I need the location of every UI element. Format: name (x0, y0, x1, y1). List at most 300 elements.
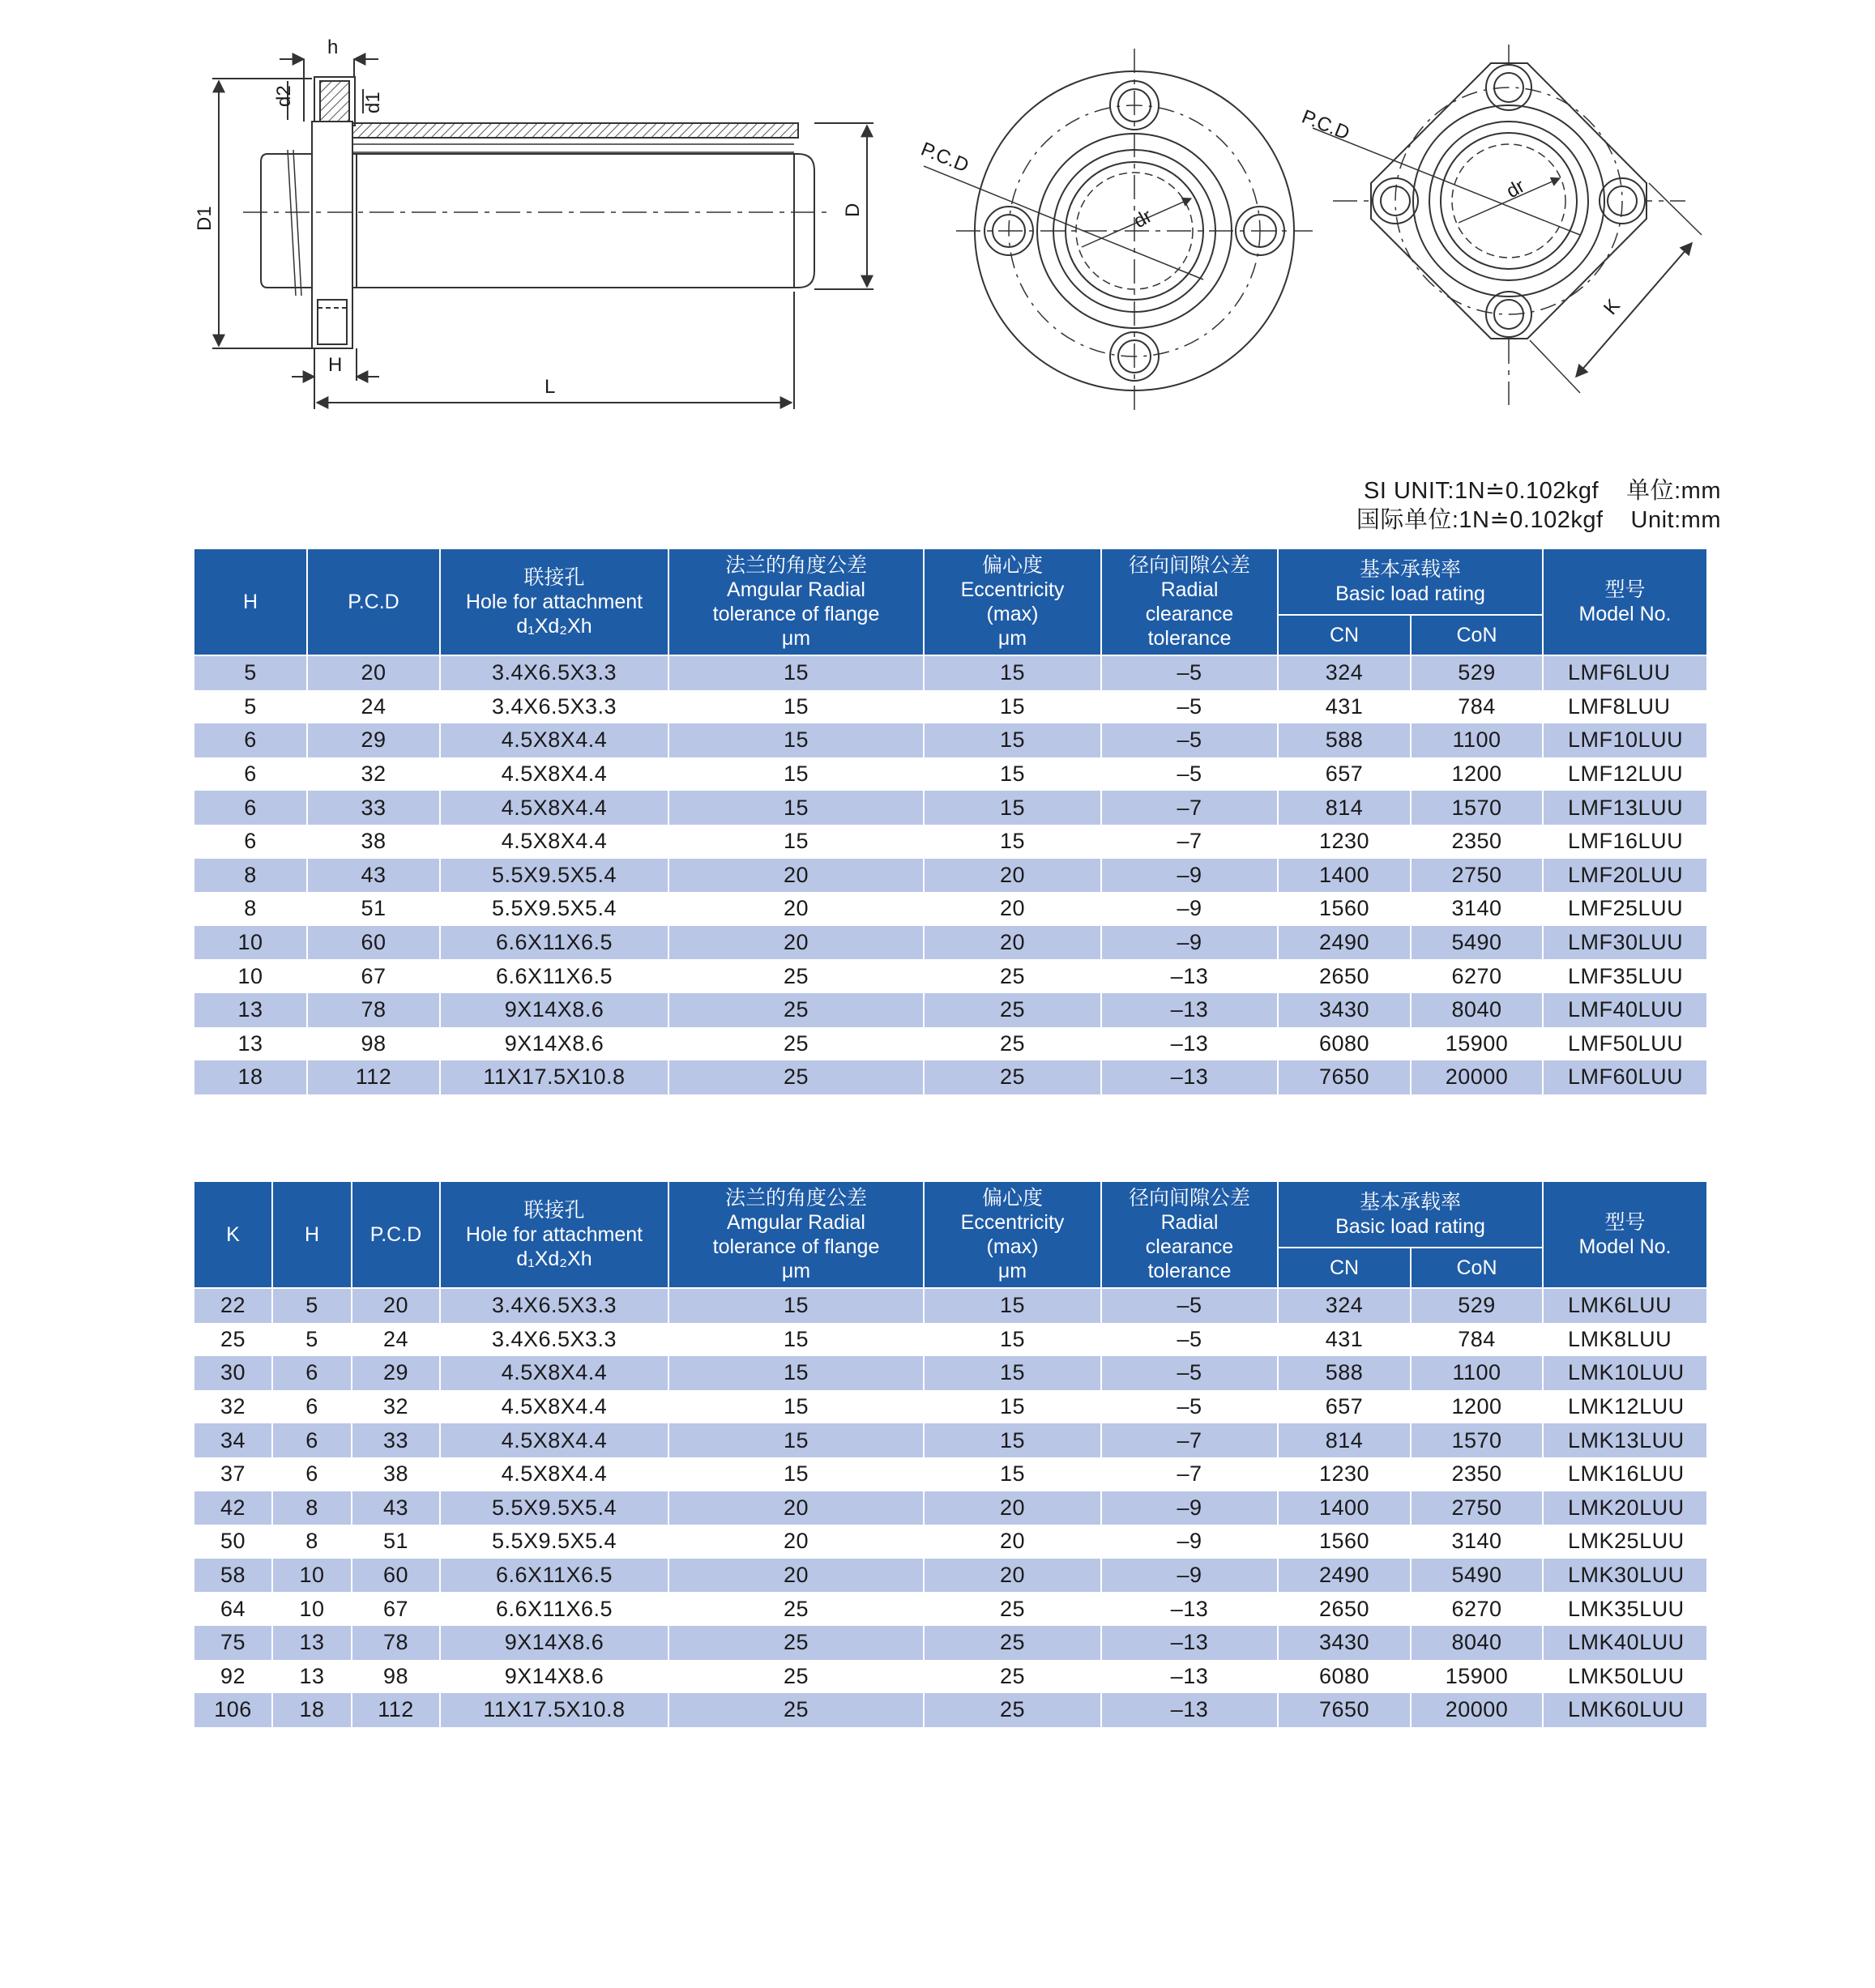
cell-model: LMF35LUU (1543, 959, 1707, 993)
cell-ecc: 15 (924, 1423, 1101, 1457)
cell-angular: 15 (668, 1323, 924, 1357)
cell-con: 2350 (1411, 825, 1543, 859)
col-load (1278, 1181, 1543, 1248)
cell-con: 2350 (1411, 1457, 1543, 1491)
cell-ecc: 25 (924, 1592, 1101, 1626)
cell-radial: –5 (1101, 655, 1278, 690)
lmk-table-body (194, 1288, 1707, 1727)
cell-con: 6270 (1411, 959, 1543, 993)
table-row (194, 1660, 1707, 1694)
round-flange-drawing (918, 49, 1313, 413)
cell-h: 6 (194, 791, 307, 825)
cell-k: 25 (194, 1323, 272, 1357)
ecc-en: Eccentricity (960, 1211, 1065, 1234)
col-hole (440, 548, 668, 655)
cell-con: 2750 (1411, 1491, 1543, 1525)
cell-pcd: 67 (307, 959, 440, 993)
cell-con: 8040 (1411, 1626, 1543, 1660)
cell-angular: 15 (668, 723, 924, 757)
col-model (1543, 1181, 1707, 1288)
table-row (194, 1626, 1707, 1660)
cell-k: 58 (194, 1559, 272, 1593)
cell-pcd: 38 (352, 1457, 440, 1491)
table-row (194, 1457, 1707, 1491)
col-pcd: P.C.D (307, 548, 440, 655)
cell-h: 5 (272, 1323, 352, 1357)
cell-ecc: 15 (924, 1457, 1101, 1491)
cell-h: 10 (272, 1559, 352, 1593)
radial-en3: tolerance (1147, 627, 1232, 650)
radial-en1: Radial (1160, 1211, 1219, 1234)
cell-angular: 20 (668, 1559, 924, 1593)
cell-cn: 324 (1278, 655, 1411, 690)
cell-pcd: 33 (307, 791, 440, 825)
cell-angular: 15 (668, 1288, 924, 1323)
cell-pcd: 78 (307, 993, 440, 1027)
col-model (1543, 548, 1707, 655)
cell-model: LMK10LUU (1543, 1356, 1707, 1390)
ecc-en: Eccentricity (960, 578, 1065, 601)
table-row (194, 1027, 1707, 1061)
cell-model: LMF30LUU (1543, 926, 1707, 960)
cell-model: LMF12LUU (1543, 757, 1707, 791)
cell-model: LMF25LUU (1543, 892, 1707, 926)
unit-note (1356, 476, 1721, 535)
cell-radial: –9 (1101, 1559, 1278, 1593)
cell-con: 1200 (1411, 757, 1543, 791)
cell-angular: 25 (668, 1060, 924, 1094)
table-row (194, 655, 1707, 690)
cell-radial: –7 (1101, 1457, 1278, 1491)
hole-en: Hole for attachment (465, 591, 643, 613)
cell-k: 30 (194, 1356, 272, 1390)
radial-cn: 径向间隙公差 (1128, 554, 1250, 577)
cell-con: 1200 (1411, 1390, 1543, 1424)
cell-k: 37 (194, 1457, 272, 1491)
radial-cn: 径向间隙公差 (1128, 1187, 1250, 1209)
angular-unit: μm (781, 1260, 811, 1282)
cell-h: 18 (194, 1060, 307, 1094)
cell-con: 529 (1411, 1288, 1543, 1323)
cell-pcd: 32 (307, 757, 440, 791)
ecc-unit: μm (997, 1260, 1027, 1282)
col-pcd: P.C.D (352, 1181, 440, 1288)
cell-model: LMK6LUU (1543, 1288, 1707, 1323)
cell-radial: –13 (1101, 1592, 1278, 1626)
cell-ecc: 20 (924, 1525, 1101, 1559)
cell-angular: 20 (668, 1525, 924, 1559)
col-ecc (924, 1181, 1101, 1288)
lmf-spec-table (193, 548, 1708, 1094)
cell-h: 6 (194, 757, 307, 791)
table-row (194, 1323, 1707, 1357)
cell-k: 22 (194, 1288, 272, 1323)
cell-cn: 814 (1278, 791, 1411, 825)
cell-model: LMK20LUU (1543, 1491, 1707, 1525)
ecc-cn: 偏心度 (981, 1187, 1043, 1209)
cell-model: LMF16LUU (1543, 825, 1707, 859)
table-row (194, 1592, 1707, 1626)
cell-pcd: 51 (352, 1525, 440, 1559)
unit-si: SI UNIT:1N≐0.102kgf (1364, 478, 1600, 504)
table-row (194, 993, 1707, 1027)
cell-model: LMK60LUU (1543, 1693, 1707, 1727)
cell-ecc: 15 (924, 757, 1101, 791)
cell-k: 75 (194, 1626, 272, 1660)
cell-model: LMF20LUU (1543, 859, 1707, 893)
cell-hole: 11X17.5X10.8 (440, 1693, 668, 1727)
cell-radial: –13 (1101, 1027, 1278, 1061)
cell-hole: 4.5X8X4.4 (440, 1457, 668, 1491)
hole-cn: 联接孔 (523, 566, 585, 589)
cell-pcd: 112 (352, 1693, 440, 1727)
cell-radial: –5 (1101, 1323, 1278, 1357)
cell-angular: 15 (668, 1457, 924, 1491)
lmf-table-body (194, 655, 1707, 1094)
cell-ecc: 25 (924, 993, 1101, 1027)
load-cn: 基本承载率 (1360, 1191, 1462, 1214)
cell-hole: 6.6X11X6.5 (440, 1592, 668, 1626)
cell-con: 1570 (1411, 791, 1543, 825)
lmk-spec-table (193, 1180, 1708, 1727)
cell-h: 10 (272, 1592, 352, 1626)
hole-en: Hole for attachment (465, 1223, 643, 1246)
cell-angular: 15 (668, 1356, 924, 1390)
cell-radial: –13 (1101, 993, 1278, 1027)
cell-pcd: 24 (307, 690, 440, 724)
cell-angular: 15 (668, 655, 924, 690)
table-row (194, 825, 1707, 859)
cell-cn: 7650 (1278, 1060, 1411, 1094)
cell-angular: 15 (668, 1423, 924, 1457)
radial-en2: clearance (1145, 1235, 1234, 1258)
cell-hole: 6.6X11X6.5 (440, 1559, 668, 1593)
cell-hole: 4.5X8X4.4 (440, 1390, 668, 1424)
col-angular (668, 548, 924, 655)
cell-pcd: 24 (352, 1323, 440, 1357)
cell-cn: 7650 (1278, 1693, 1411, 1727)
table-row (194, 926, 1707, 960)
hole-cn: 联接孔 (523, 1199, 585, 1222)
cell-hole: 6.6X11X6.5 (440, 959, 668, 993)
model-en: Model No. (1578, 603, 1672, 625)
cell-radial: –9 (1101, 1525, 1278, 1559)
cell-con: 8040 (1411, 993, 1543, 1027)
cell-con: 784 (1411, 690, 1543, 724)
cell-cn: 1560 (1278, 1525, 1411, 1559)
cell-model: LMF50LUU (1543, 1027, 1707, 1061)
cell-angular: 25 (668, 993, 924, 1027)
cell-cn: 1230 (1278, 1457, 1411, 1491)
cell-con: 5490 (1411, 1559, 1543, 1593)
cell-angular: 25 (668, 1693, 924, 1727)
cell-cn: 3430 (1278, 993, 1411, 1027)
table-row (194, 859, 1707, 893)
cell-radial: –5 (1101, 1390, 1278, 1424)
cell-cn: 2650 (1278, 1592, 1411, 1626)
label-pcd-square: P.C.D (1298, 105, 1353, 145)
cell-h: 10 (194, 926, 307, 960)
cell-cn: 431 (1278, 1323, 1411, 1357)
cell-h: 6 (272, 1390, 352, 1424)
cell-h: 5 (272, 1288, 352, 1323)
col-h: H (272, 1181, 352, 1288)
cell-radial: –9 (1101, 892, 1278, 926)
label-L: L (545, 376, 556, 398)
cell-pcd: 43 (307, 859, 440, 893)
cell-h: 6 (272, 1423, 352, 1457)
angular-en1: Amgular Radial (727, 578, 865, 601)
cell-h: 13 (194, 993, 307, 1027)
cell-h: 6 (272, 1356, 352, 1390)
cell-angular: 25 (668, 1027, 924, 1061)
cell-ecc: 25 (924, 1060, 1101, 1094)
cell-cn: 1400 (1278, 1491, 1411, 1525)
cell-hole: 5.5X9.5X5.4 (440, 892, 668, 926)
col-con: CoN (1411, 1248, 1543, 1288)
label-K: K (1599, 295, 1625, 319)
cell-h: 6 (272, 1457, 352, 1491)
cell-radial: –5 (1101, 1356, 1278, 1390)
cell-hole: 11X17.5X10.8 (440, 1060, 668, 1094)
cell-ecc: 25 (924, 1027, 1101, 1061)
cell-con: 784 (1411, 1323, 1543, 1357)
unit-si-cn: 国际单位:1N≐0.102kgf (1356, 507, 1604, 533)
col-ecc (924, 548, 1101, 655)
label-pcd-round: P.C.D (917, 138, 972, 177)
cell-pcd: 98 (307, 1027, 440, 1061)
table-row (194, 1288, 1707, 1323)
cell-k: 64 (194, 1592, 272, 1626)
cell-cn: 1230 (1278, 825, 1411, 859)
cell-radial: –9 (1101, 926, 1278, 960)
cell-h: 13 (272, 1660, 352, 1694)
cell-pcd: 29 (352, 1356, 440, 1390)
cell-ecc: 20 (924, 892, 1101, 926)
cell-model: LMF8LUU (1543, 690, 1707, 724)
table-row (194, 690, 1707, 724)
label-h: h (327, 36, 339, 58)
cell-pcd: 60 (352, 1559, 440, 1593)
cell-h: 6 (194, 723, 307, 757)
label-dr-square: dr (1502, 175, 1529, 203)
label-D1: D1 (194, 206, 216, 231)
cell-radial: –7 (1101, 1423, 1278, 1457)
cell-pcd: 67 (352, 1592, 440, 1626)
cell-ecc: 25 (924, 1626, 1101, 1660)
cell-ecc: 15 (924, 1288, 1101, 1323)
cell-ecc: 20 (924, 859, 1101, 893)
cell-angular: 25 (668, 1660, 924, 1694)
angular-unit: μm (781, 627, 811, 650)
cell-hole: 4.5X8X4.4 (440, 825, 668, 859)
cell-con: 20000 (1411, 1693, 1543, 1727)
radial-en3: tolerance (1147, 1260, 1232, 1282)
cell-hole: 9X14X8.6 (440, 1027, 668, 1061)
load-cn: 基本承载率 (1360, 558, 1462, 581)
angular-en2: tolerance of flange (712, 1235, 880, 1258)
cell-radial: –5 (1101, 1288, 1278, 1323)
cell-ecc: 25 (924, 959, 1101, 993)
cell-ecc: 15 (924, 1323, 1101, 1357)
cell-pcd: 51 (307, 892, 440, 926)
cell-angular: 20 (668, 892, 924, 926)
table-row (194, 1423, 1707, 1457)
cell-cn: 431 (1278, 690, 1411, 724)
cell-con: 2750 (1411, 859, 1543, 893)
cell-h: 13 (194, 1027, 307, 1061)
cell-model: LMK25LUU (1543, 1525, 1707, 1559)
ecc-unit: μm (997, 627, 1027, 650)
table-row (194, 757, 1707, 791)
cell-con: 20000 (1411, 1060, 1543, 1094)
cell-con: 15900 (1411, 1027, 1543, 1061)
cell-angular: 15 (668, 825, 924, 859)
table-row (194, 723, 1707, 757)
label-d2: d2 (273, 85, 295, 107)
cell-k: 32 (194, 1390, 272, 1424)
cell-radial: –9 (1101, 859, 1278, 893)
table-row (194, 1060, 1707, 1094)
cell-cn: 588 (1278, 1356, 1411, 1390)
cell-hole: 5.5X9.5X5.4 (440, 1525, 668, 1559)
cell-angular: 15 (668, 757, 924, 791)
table-row (194, 1525, 1707, 1559)
cell-angular: 25 (668, 1592, 924, 1626)
cell-pcd: 60 (307, 926, 440, 960)
col-h: H (194, 548, 307, 655)
cell-model: LMF60LUU (1543, 1060, 1707, 1094)
cell-cn: 657 (1278, 757, 1411, 791)
cell-con: 1100 (1411, 723, 1543, 757)
cell-cn: 1400 (1278, 859, 1411, 893)
cell-hole: 6.6X11X6.5 (440, 926, 668, 960)
cell-pcd: 38 (307, 825, 440, 859)
cell-pcd: 20 (352, 1288, 440, 1323)
cell-h: 10 (194, 959, 307, 993)
cell-ecc: 20 (924, 926, 1101, 960)
ecc-max: (max) (986, 1235, 1039, 1258)
technical-drawings (0, 0, 1875, 437)
cell-k: 50 (194, 1525, 272, 1559)
cell-h: 8 (194, 859, 307, 893)
cell-ecc: 15 (924, 655, 1101, 690)
cell-con: 3140 (1411, 892, 1543, 926)
unit-mm: Unit:mm (1630, 507, 1721, 533)
cell-ecc: 15 (924, 723, 1101, 757)
cell-hole: 3.4X6.5X3.3 (440, 1323, 668, 1357)
drawing-canvas (0, 0, 1875, 437)
label-H: H (328, 354, 343, 376)
cell-model: LMK12LUU (1543, 1390, 1707, 1424)
cell-hole: 3.4X6.5X3.3 (440, 690, 668, 724)
cell-angular: 15 (668, 791, 924, 825)
label-d1: d1 (362, 92, 384, 113)
cell-hole: 4.5X8X4.4 (440, 1423, 668, 1457)
cell-cn: 2650 (1278, 959, 1411, 993)
cell-angular: 20 (668, 859, 924, 893)
cell-radial: –5 (1101, 757, 1278, 791)
cell-radial: –7 (1101, 791, 1278, 825)
cell-model: LMK50LUU (1543, 1660, 1707, 1694)
cell-hole: 5.5X9.5X5.4 (440, 1491, 668, 1525)
cell-model: LMF40LUU (1543, 993, 1707, 1027)
ecc-max: (max) (986, 603, 1039, 625)
cell-hole: 4.5X8X4.4 (440, 723, 668, 757)
cell-k: 42 (194, 1491, 272, 1525)
table-row (194, 1491, 1707, 1525)
cell-model: LMK35LUU (1543, 1592, 1707, 1626)
hole-dim: d₁Xd₂Xh (516, 1248, 592, 1270)
cell-ecc: 15 (924, 1390, 1101, 1424)
cell-model: LMK8LUU (1543, 1323, 1707, 1357)
cell-hole: 9X14X8.6 (440, 993, 668, 1027)
table-row (194, 791, 1707, 825)
cell-pcd: 29 (307, 723, 440, 757)
cell-con: 3140 (1411, 1525, 1543, 1559)
load-en: Basic load rating (1335, 582, 1485, 605)
cell-radial: –13 (1101, 1660, 1278, 1694)
cell-h: 8 (272, 1525, 352, 1559)
load-en: Basic load rating (1335, 1215, 1485, 1238)
side-view-drawing (194, 36, 873, 409)
cell-cn: 2490 (1278, 926, 1411, 960)
table-row (194, 1390, 1707, 1424)
col-con: CoN (1411, 615, 1543, 655)
cell-con: 1570 (1411, 1423, 1543, 1457)
cell-con: 6270 (1411, 1592, 1543, 1626)
model-cn: 型号 (1604, 1211, 1646, 1234)
cell-radial: –13 (1101, 1693, 1278, 1727)
cell-h: 5 (194, 690, 307, 724)
cell-model: LMF6LUU (1543, 655, 1707, 690)
cell-hole: 9X14X8.6 (440, 1660, 668, 1694)
cell-cn: 1560 (1278, 892, 1411, 926)
cell-h: 8 (272, 1491, 352, 1525)
cell-cn: 6080 (1278, 1660, 1411, 1694)
square-flange-drawing (1299, 45, 1702, 405)
cell-con: 5490 (1411, 926, 1543, 960)
cell-pcd: 78 (352, 1626, 440, 1660)
cell-cn: 324 (1278, 1288, 1411, 1323)
unit-mm-cn: 单位:mm (1626, 478, 1721, 504)
cell-radial: –13 (1101, 1060, 1278, 1094)
cell-radial: –7 (1101, 825, 1278, 859)
cell-cn: 814 (1278, 1423, 1411, 1457)
cell-pcd: 43 (352, 1491, 440, 1525)
angular-en2: tolerance of flange (712, 603, 880, 625)
cell-con: 529 (1411, 655, 1543, 690)
col-radial (1101, 548, 1278, 655)
col-cn: CN (1278, 1248, 1411, 1288)
radial-en2: clearance (1145, 603, 1234, 625)
cell-hole: 9X14X8.6 (440, 1626, 668, 1660)
label-D: D (842, 203, 864, 217)
cell-hole: 5.5X9.5X5.4 (440, 859, 668, 893)
cell-ecc: 15 (924, 690, 1101, 724)
radial-en1: Radial (1160, 578, 1219, 601)
cell-ecc: 25 (924, 1660, 1101, 1694)
table-row (194, 1693, 1707, 1727)
cell-ecc: 15 (924, 825, 1101, 859)
table-row (194, 959, 1707, 993)
angular-cn: 法兰的角度公差 (724, 554, 867, 577)
col-radial (1101, 1181, 1278, 1288)
cell-model: LMK16LUU (1543, 1457, 1707, 1491)
table-row (194, 1559, 1707, 1593)
cell-k: 34 (194, 1423, 272, 1457)
cell-k: 106 (194, 1693, 272, 1727)
